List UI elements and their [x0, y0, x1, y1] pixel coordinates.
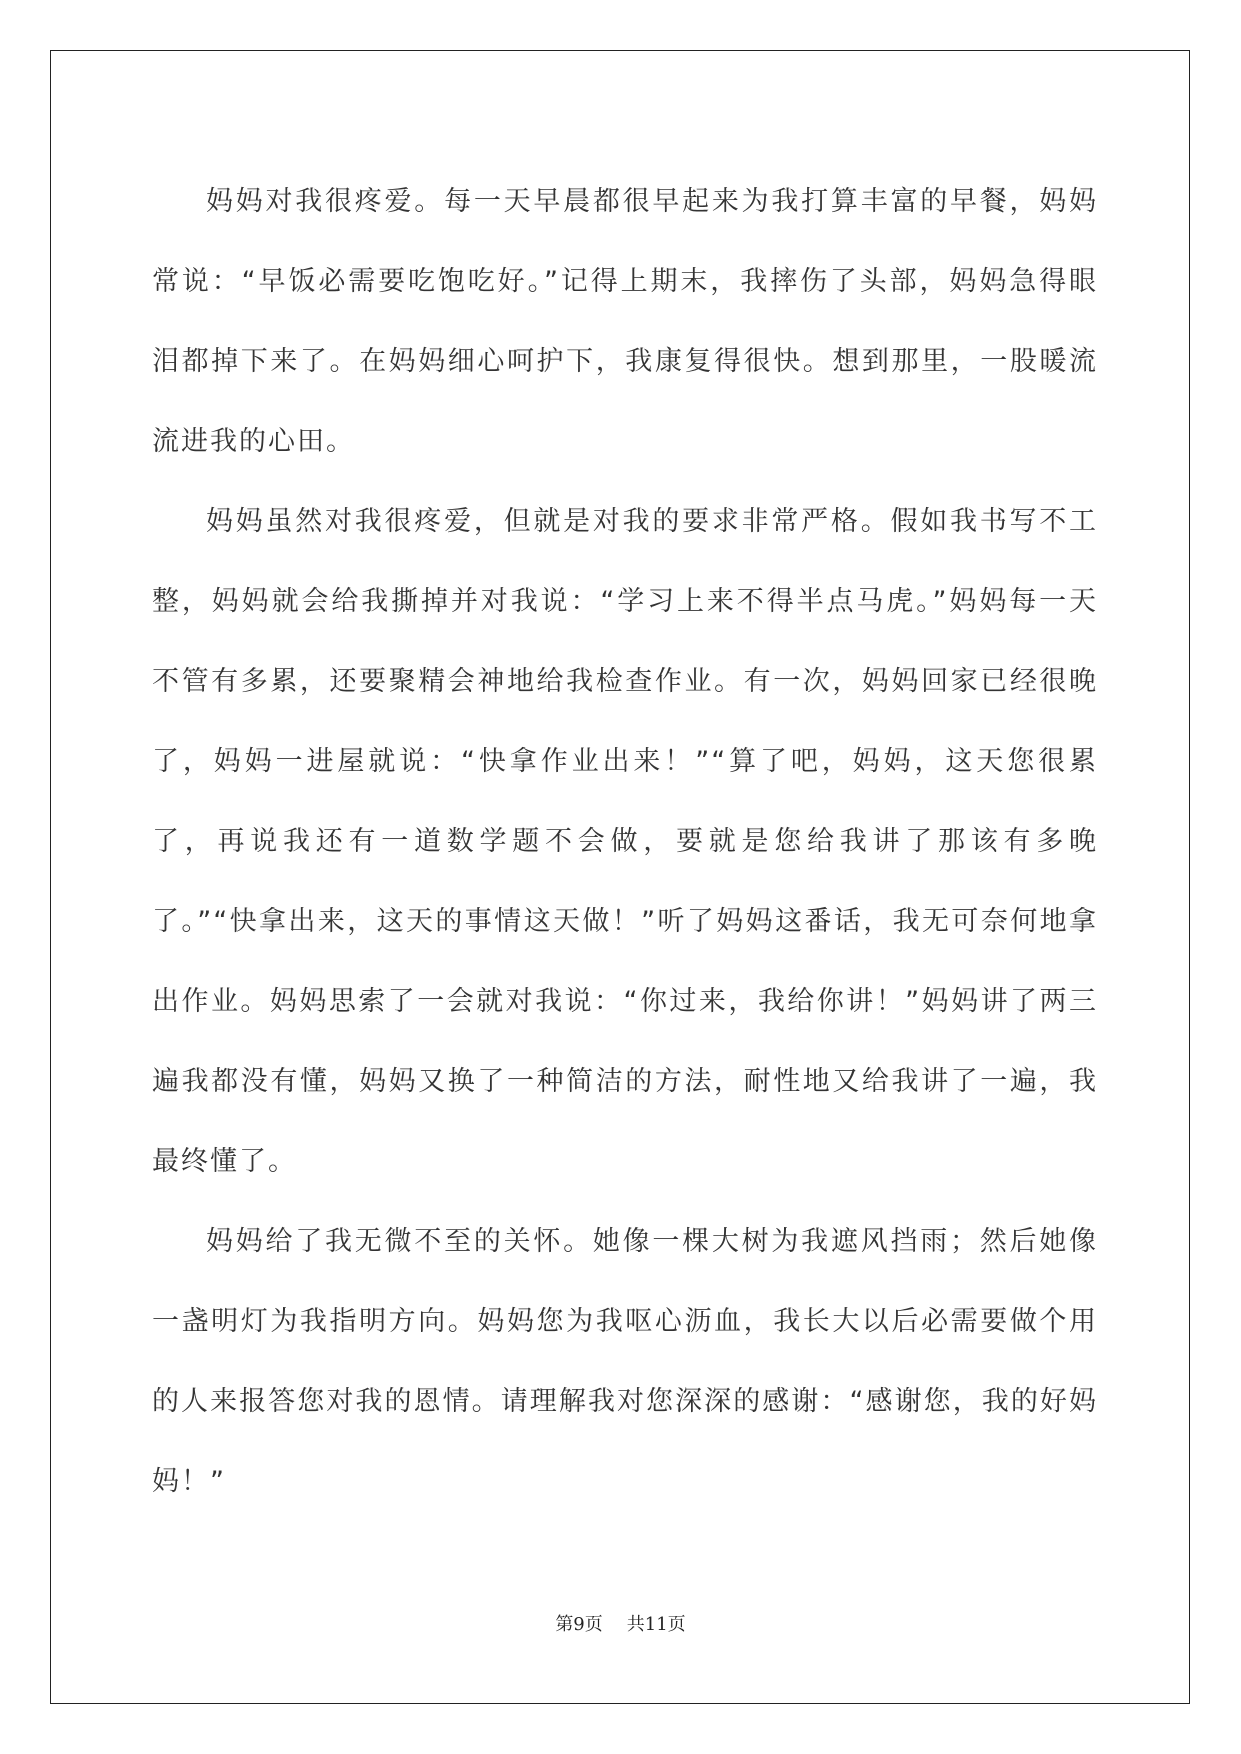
- paragraph: 妈妈给了我无微不至的关怀。她像一棵大树为我遮风挡雨；然后她像一盏明灯为我指明方向。妈妈您为我呕心沥血，我长大以后必需要做个用的人来报答您对我的恩情。请理解我对您深深的感谢：“感谢您，我的好妈妈！”: [152, 1226, 1098, 1497]
- page-number: 第9页: [555, 1614, 603, 1635]
- paragraph: 妈妈对我很疼爱。每一天早晨都很早起来为我打算丰富的早餐，妈妈常说：“早饭必需要吃饱吃好。”记得上期末，我摔伤了头部，妈妈急得眼泪都掉下来了。在妈妈细心呵护下，我康复得很快。想到那里，一股暖流流进我的心田。: [152, 186, 1098, 457]
- page-total: 共11页: [626, 1614, 686, 1635]
- paragraph: 妈妈虽然对我很疼爱，但就是对我的要求非常严格。假如我书写不工整，妈妈就会给我撕掉并对我说：“学习上来不得半点马虎。”妈妈每一天不管有多累，还要聚精会神地给我检查作业。有一次，妈妈回家已经很晚了，妈妈一进屋就说：“快拿作业出来！”“算了吧，妈妈，这天您很累了，再说我还有一道数学题不会做，要就是您给我讲了那该有多晚了。”“快拿出来，这天的事情这天做！”听了妈妈这番话，我无可奈何地拿出作业。妈妈思索了一会就对我说：“你过来，我给你讲！”妈妈讲了两三遍我都没有懂，妈妈又换了一种简洁的方法，耐性地又给我讲了一遍，我最终懂了。: [152, 506, 1098, 1177]
- page-footer: [0, 1610, 1241, 1636]
- document-body: [152, 162, 1098, 1522]
